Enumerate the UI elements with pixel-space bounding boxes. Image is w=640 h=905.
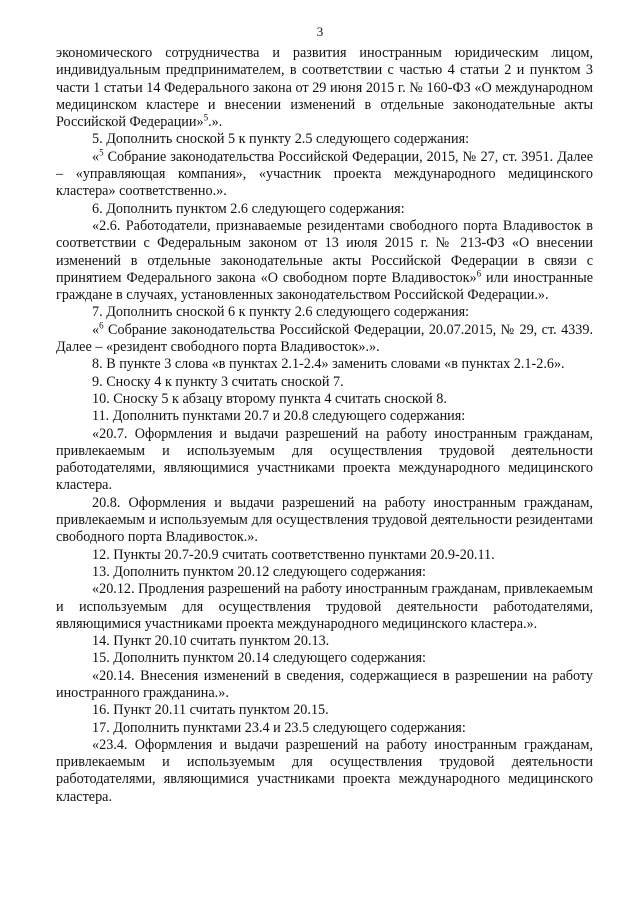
paragraph <box>56 581 593 633</box>
paragraph <box>56 218 593 304</box>
footnote-mark: 5 <box>99 147 104 158</box>
paragraph-text: экономического сотрудничества и развития иностранным юридическим лицом, индивидуальным предпринимателем, в соответствии с частью 4 статьи 2 и пунктом 3 части 1 статьи 14 Федерального закона от 29 июня 2015 г. № 160-ФЗ «О международном медицинском кластере и внесении изменений в отдельные законодательные акты Российской Федерации» <box>56 45 593 131</box>
paragraph <box>56 374 593 391</box>
paragraph-text: 5. Дополнить сноской 5 к пункту 2.5 следующего содержания: <box>92 131 470 148</box>
paragraph-text: 6. Дополнить пунктом 2.6 следующего содержания: <box>92 200 405 217</box>
paragraph-text: 20.8. Оформления и выдачи разрешений на работу иностранным гражданам, привлекаемым и используемым для осуществления трудовой деятельности резидентами свободного порта Владивосток.». <box>56 494 593 546</box>
paragraph-text: 9. Сноску 4 к пункту 3 считать сноской 7. <box>92 373 344 390</box>
paragraph <box>56 149 593 201</box>
paragraph-text: 14. Пункт 20.10 считать пунктом 20.13. <box>92 633 330 650</box>
quote-open: « <box>92 148 100 165</box>
paragraph <box>56 564 593 581</box>
paragraph-text: «20.14. Внесения изменений в сведения, содержащиеся в разрешении на работу иностранного гражданина.». <box>56 667 593 701</box>
paragraph-text: 7. Дополнить сноской 6 к пункту 2.6 следующего содержания: <box>92 304 470 321</box>
paragraph-text: 12. Пункты 20.7-20.9 считать соответственно пунктами 20.9-20.11. <box>92 546 495 563</box>
document-body <box>56 45 593 806</box>
paragraph <box>56 45 593 131</box>
footnote-mark: 5 <box>203 112 209 123</box>
paragraph <box>56 131 593 148</box>
paragraph <box>56 408 593 425</box>
paragraph <box>56 720 593 737</box>
paragraph-tail: .». <box>208 114 223 131</box>
paragraph <box>56 633 593 650</box>
paragraph-text: «20.12. Продления разрешений на работу иностранным гражданам, привлекаемым и используемым для осуществления трудовой деятельности работодателями, являющимися участниками проекта международного медицинского кластера.». <box>56 581 593 632</box>
paragraph <box>56 304 593 321</box>
paragraph-text: 16. Пункт 20.11 считать пунктом 20.15. <box>92 702 329 719</box>
paragraph <box>56 495 593 547</box>
paragraph <box>56 650 593 667</box>
page-number: 3 <box>316 24 324 39</box>
paragraph-text: Собрание законодательства Российской Федерации, 20.07.2015, № 29, ст. 4339. Далее – «резидент свободного порта Владивосток».». <box>56 321 593 356</box>
paragraph-text: Собрание законодательства Российской Федерации, 2015, № 27, ст. 3951. Далее – «управляющая компания», «участник проекта международного медицинского кластера» соответственно.». <box>56 148 593 200</box>
paragraph-text: «2.6. Работодатели, признаваемые резидентами свободного порта Владивосток в соответствии с Федеральным законом от 13 июля 2015 г. № 213-ФЗ «О внесении изменений в отдельные законодательные акты Российской Федерации в связи с принятием Федерального закона «О свободном порте Владивосток» <box>56 217 593 286</box>
paragraph <box>56 201 593 218</box>
paragraph-text: 13. Дополнить пунктом 20.12 следующего содержания: <box>92 563 426 580</box>
paragraph-text: 8. В пункте 3 слова «в пунктах 2.1-2.4» заменить словами «в пунктах 2.1-2.6». <box>92 356 565 373</box>
paragraph <box>56 391 593 408</box>
paragraph <box>56 426 593 495</box>
paragraph-text: 17. Дополнить пунктами 23.4 и 23.5 следующего содержания: <box>92 719 466 736</box>
paragraph <box>56 322 593 357</box>
paragraph-text: «20.7. Оформления и выдачи разрешений на работу иностранным гражданам, привлекаемым и используемым для осуществления трудовой деятельности работодателями, являющимися участниками проекта международного медицинского кластера. <box>56 425 593 494</box>
footnote-mark: 6 <box>476 268 482 279</box>
quote-open: « <box>92 321 100 338</box>
paragraph <box>56 547 593 564</box>
paragraph-text: 11. Дополнить пунктами 20.7 и 20.8 следующего содержания: <box>92 408 466 425</box>
paragraph <box>56 356 593 373</box>
paragraph <box>56 702 593 719</box>
paragraph-text: 15. Дополнить пунктом 20.14 следующего содержания: <box>92 650 426 667</box>
paragraph-tail: или иностранные граждане в случаях, установленных законодательством Российской Федерации.». <box>56 269 593 304</box>
paragraph <box>56 668 593 703</box>
paragraph-text: 10. Сноску 5 к абзацу второму пункта 4 считать сноской 8. <box>92 390 447 407</box>
footnote-mark: 6 <box>99 320 104 331</box>
paragraph-text: «23.4. Оформления и выдачи разрешений на работу иностранным гражданам, привлекаемым и используемым для осуществления трудовой деятельности работодателями, являющимися участниками проекта международного медицинского кластера. <box>56 736 593 805</box>
paragraph <box>56 737 593 806</box>
